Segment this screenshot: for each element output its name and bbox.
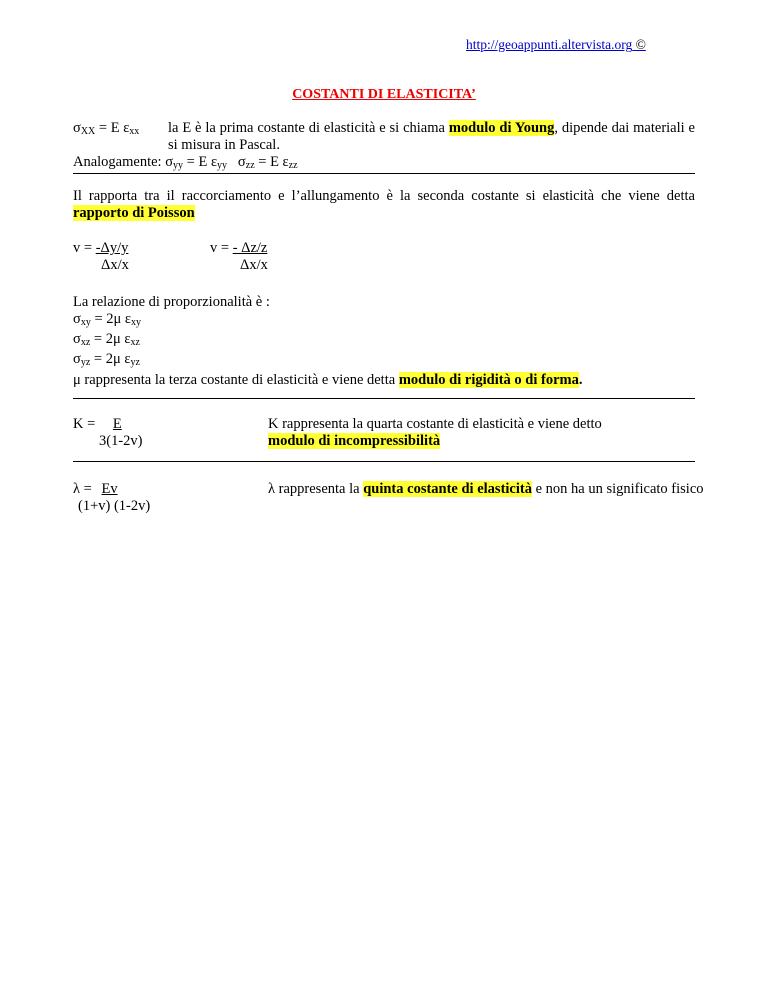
lambda-formula bbox=[73, 481, 142, 498]
prop-row-2-sigma-sub: xz bbox=[80, 337, 91, 348]
lambda-lhs: λ = bbox=[73, 481, 96, 497]
poisson-f1-denominator: Δx/x bbox=[101, 257, 129, 273]
lambda-numerator: Ev bbox=[101, 481, 118, 497]
prop-row-3-sigma-sub: yz bbox=[80, 357, 91, 368]
analog-1-eq: = E ε bbox=[183, 154, 218, 170]
k-lhs: K = bbox=[73, 416, 99, 432]
prop-row-2-eps-sub: xz bbox=[130, 337, 140, 348]
poisson-description bbox=[73, 188, 695, 222]
mu-description bbox=[73, 372, 583, 389]
sigma-symbol: σ bbox=[73, 120, 81, 136]
poisson-f1-numerator: -Δy/y bbox=[95, 240, 129, 256]
young-text-before: la E è la prima costante di elasticità e si chiama bbox=[168, 120, 449, 136]
prop-row-3-eps-sub: yz bbox=[130, 357, 140, 368]
prop-row-1-sigma-sub: xy bbox=[80, 317, 91, 328]
mu-text: μ rappresenta la terza costante di elasticità e viene detta bbox=[73, 372, 399, 388]
k-numerator: E bbox=[112, 416, 122, 432]
poisson-formula-1 bbox=[73, 240, 128, 257]
k-formula bbox=[73, 416, 136, 433]
lambda-text-before: λ rappresenta la bbox=[268, 481, 364, 497]
divider bbox=[73, 461, 695, 462]
prop-row-1-eq: = 2μ ε bbox=[90, 311, 131, 327]
analog-1-sigma-sub: yy bbox=[173, 160, 184, 171]
page-title: COSTANTI DI ELASTICITA’ bbox=[292, 87, 476, 102]
analog-2-eq: = E ε bbox=[254, 154, 289, 170]
young-text-after: , dipende dai materiali e si misura in Pascal. bbox=[168, 120, 695, 153]
analog-2-sigma: σ bbox=[237, 154, 246, 170]
k-description bbox=[268, 416, 602, 450]
young-equals: = E ε bbox=[95, 120, 130, 136]
lambda-highlight: quinta costante di elasticità bbox=[363, 481, 532, 497]
proportionality-intro: La relazione di proporzionalità è : bbox=[73, 294, 270, 310]
analog-line bbox=[73, 154, 298, 174]
prop-row-3-eq: = 2μ ε bbox=[90, 351, 131, 367]
sigma-subscript: XX bbox=[80, 126, 96, 137]
proportionality-row bbox=[73, 311, 270, 331]
header-link[interactable] bbox=[466, 37, 646, 53]
prop-row-1-sigma: σ bbox=[73, 311, 81, 327]
analog-1-sigma: σ bbox=[165, 154, 174, 170]
poisson-formula-2 bbox=[210, 240, 267, 257]
epsilon-subscript: xx bbox=[129, 126, 140, 137]
young-description bbox=[168, 120, 695, 154]
lambda-denominator: (1+v) (1-2v) bbox=[78, 498, 151, 514]
analog-2-eps-sub: zz bbox=[288, 160, 298, 171]
analog-2-sigma-sub: zz bbox=[245, 160, 255, 171]
prop-row-2-sigma: σ bbox=[73, 331, 81, 347]
analog-1-eps-sub: yy bbox=[217, 160, 228, 171]
mu-end: . bbox=[578, 372, 583, 388]
copyright-symbol: © bbox=[635, 37, 646, 52]
poisson-f2-lhs: v = bbox=[210, 240, 233, 256]
prop-row-1-eps-sub: xy bbox=[131, 317, 141, 328]
young-highlight: modulo di Young bbox=[448, 120, 555, 136]
poisson-f2-denominator: Δx/x bbox=[240, 257, 268, 273]
mu-highlight: modulo di rigidità o di forma bbox=[398, 372, 579, 388]
poisson-f1-lhs: v = bbox=[73, 240, 96, 256]
divider bbox=[73, 398, 695, 399]
proportionality-row bbox=[73, 351, 270, 371]
k-text: K rappresenta la quarta costante di elasticità e viene detto bbox=[268, 416, 602, 432]
prop-row-3-sigma: σ bbox=[73, 351, 81, 367]
proportionality-block bbox=[73, 294, 270, 371]
poisson-f2-numerator: - Δz/z bbox=[232, 240, 268, 256]
lambda-text-after: e non ha un significato fisico bbox=[531, 481, 704, 497]
proportionality-row bbox=[73, 331, 270, 351]
poisson-highlight: rapporto di Poisson bbox=[73, 205, 195, 221]
header-url[interactable]: http://geoappunti.altervista.org bbox=[466, 37, 633, 52]
analog-label: Analogamente: bbox=[73, 154, 166, 170]
lambda-description bbox=[268, 481, 704, 498]
prop-row-2-eq: = 2μ ε bbox=[90, 331, 131, 347]
k-highlight: modulo di incompressibilità bbox=[268, 433, 441, 449]
k-denominator: 3(1-2v) bbox=[99, 433, 143, 449]
poisson-text: Il rapporta tra il raccorciamento e l’allungamento è la seconda costante si elasticità che viene detta bbox=[73, 188, 695, 204]
divider bbox=[73, 173, 695, 174]
young-formula bbox=[73, 120, 139, 140]
